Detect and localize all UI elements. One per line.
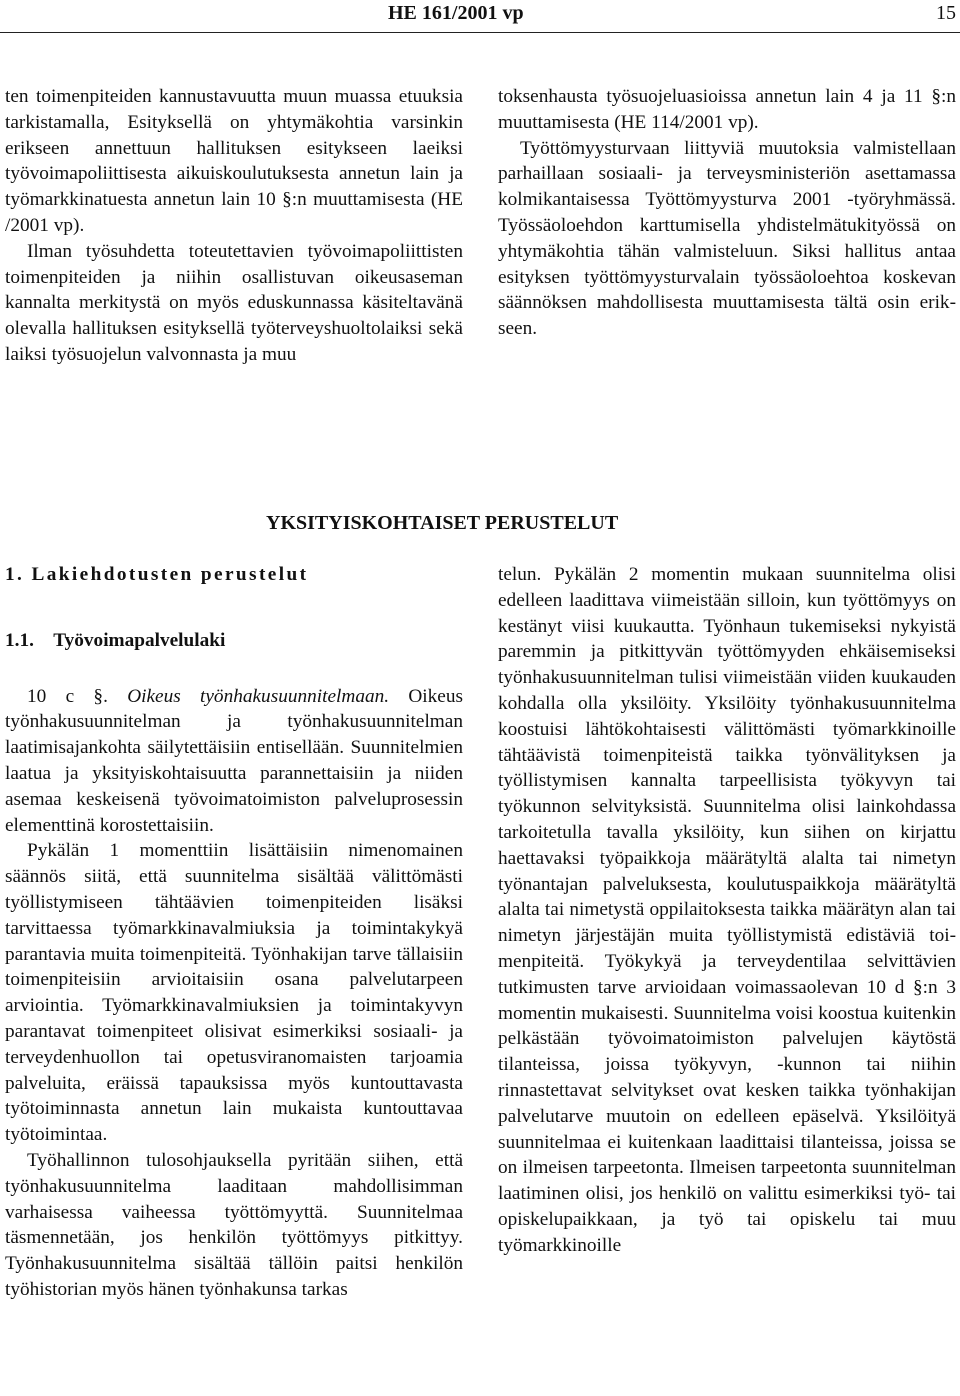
paragraph: Työhallinnon tulosohjauksella pyritään siihen, että työnhakusuunnitelma laaditaan mahdollisimman varhaisessa vaiheessa työttömyyttä. Suunnitelmaa täsmennetään, jos henkilön työttömyys pitkittyy. Työnhakusuunnitelma sisältää tällöin paitsi henkilön työhistorian myös hänen työnhakunsa tarkas (5, 1149, 463, 1300)
column-top-right (498, 84, 956, 342)
column-top-left (5, 84, 463, 368)
page-number: 15 (936, 2, 956, 24)
paragraph: toksenhausta työsuojeluasioissa annetun lain 4 ja 11 §:n muuttamisesta (HE 114/2001 vp). (498, 86, 956, 133)
page-header (0, 0, 960, 30)
paragraph: Ilman työsuhdetta toteutettavien työvoimapoliittisten toimenpiteiden ja niihin osallistuvan oikeusaseman kannalta merkitystä on myös eduskunnassa käsiteltavänä olevalla hallituksen esityksellä työterveyshuoltolaiksi sekä laiksi työsuojelun valvonnasta ja muu (5, 240, 463, 365)
paragraph: Työttömyysturvaan liittyviä muutoksia valmistellaan parhaillaan sosiaali- ja terveysministeriön asettamassa kolmikantaisessa Työttömyysturva 2001 -työryhmässä. Työssäoloehdon karttumisella yhdistelmätukityössä on yhtymäkohtia tähän valmisteluun. Siksi hallitus antaa esityksen työttömyysturvalain työssäoloehtoa koskevan säännöksen mahdollisesta muuttamisesta tältä osin erikseen. (498, 137, 956, 340)
paragraph-text: Oikeus työnhakusuunnitelman ja työnhakusuunnitelman laatimisajankohta säilytettäisiin entisellään. Suunnitelmien laatua ja yksityiskohtaisuutta parannettaisiin ja niiden asemaa keskeisenä työvoimatoimiston palveluprosessin elementtinä korostettaisiin. (5, 685, 463, 836)
heading-level-1: 1. Lakiehdotusten perustelut (5, 564, 309, 585)
section-title: YKSITYISKOHTAISET PERUSTELUT (266, 512, 619, 534)
paragraph: ten toimenpiteiden kannustavuutta muun muassa etuuksia tarkistamalla, Esityksellä on yhtymäkohtia varsinkin erikseen annettuun hallituksen esitykseen laeiksi työvoimapoliittisesta aikuiskoulutuksesta annetun lain ja työmarkkinatuesta annetun lain 10 §:n muuttamisesta (HE /2001 vp). (5, 86, 463, 236)
header-rule (0, 32, 960, 33)
document-id: HE 161/2001 vp (388, 2, 524, 24)
column-bottom-right (498, 562, 956, 1259)
heading-level-2: 1.1. Työvoimapalvelulaki (5, 629, 226, 651)
section-heading-italic: Oikeus työnhakusuunnitelmaan. (127, 685, 390, 707)
paragraph: Pykälän 1 momenttiin lisättäisiin nimenomainen säännös siitä, että suunnitelma sisältää välittömästi työllistymiseen tähtäävien toimenpiteiden lisäksi tarvittaessa työmarkkinavalmiuksia ja toimintakykyä parantavia muita toimenpiteitä. Työnhakijan tarve tällaisiin toimenpiteisiin arvioitaisiin osana palvelutarpeen arviointia. Työmarkkinavalmiuksien ja toimintakyvyn parantavat toimenpiteet olisivat esimerkiksi sosiaali- ja terveydenhuollon tai opetusviranomaisten tarjoamia palveluita, eräissä tapauksissa myös kuntouttavasta työtoiminnasta annetun lain mukaista kuntouttavaa työtoimintaa. (5, 840, 463, 1146)
section-ref: 10 c §. (27, 685, 108, 707)
paragraph (5, 684, 463, 839)
paragraph: telun. Pykälän 2 momentin mukaan suunnitelma olisi edelleen laadittava viimeistään silloin, kun työttömyys on kestänyt viisi kuukautta. Työnhaun tukemiseksi nykyistä paremmin ja pitkittyvän työttömyyden ehkäisemiseksi työnhakusuunnitelman tulisi viimeistään viiden kuukauden kohdalla olla yksilöity. Yksilöity työnhakusuunnitelma koostuisi lähtökohtaisesti välittömästi työmarkkinoille tähtäävistä toimenpiteistä taikka työnvälityksen ja työllistymisen kannalta tarpeellisista työkyvyn tai työkunnon selvityksistä. Suunnitelma olisi lainkohdassa tarkoitetulla tavalla yksilöity, kun siihen on kirjattu haettavaksi työpaikkoja määrätyltä alalta tai nimetyn työnantajan palveluksesta, koulutuspaikkoja määrätyltä alalta tai nimetystä oppilaitoksesta taikka määrätyn alan tai nimetyn järjestäjän muita työllistymistä edistäviä toimenpiteitä. Työkykyä ja terveydentilaa selvittävien tutkimusten tarve arvioidaan voimassaolevan 10 d §:n 3 momentin mukaisesti. Suunnitelma voisi koostua kuitenkin pelkästään työvoimatoimiston palvelujen käytöstä tilanteissa, joissa työkyvyn, -kunnon tai niihin rinnastettavat selvitykset ovat kesken taikka työnhakijan palvelutarve muutoin on edelleen epäselvä. Yksilöityä suunnitelmaa ei kuitenkaan laadittaisi tilanteissa, joissa se on ilmeisen tarpeetonta. Ilmeisen tarpeetonta suunnitelman laatiminen olisi, jos henkilö on valittu esimerkiksi työ- tai opiskelupaikkaan, ja työ tai opiskelu tai muu työmarkkinoille (498, 564, 956, 1256)
column-bottom-left (5, 562, 463, 1303)
